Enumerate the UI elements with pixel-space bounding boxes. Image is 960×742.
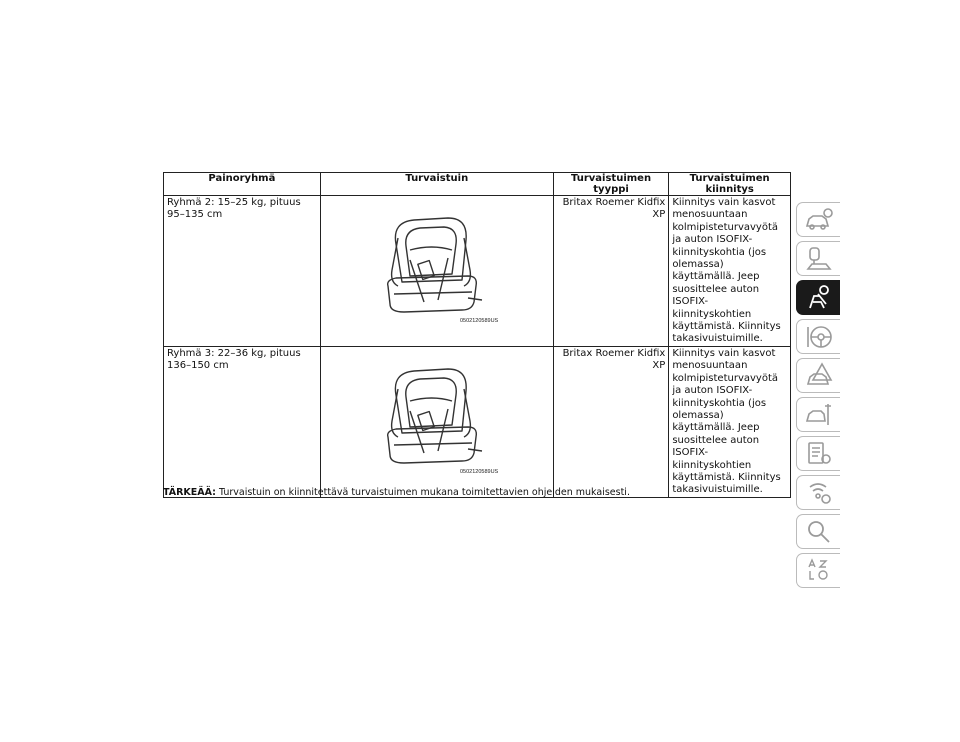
multimedia-icon bbox=[804, 479, 834, 506]
seat-type-cell: Britax Roemer Kidfix XP bbox=[553, 346, 669, 497]
tab-car-key[interactable] bbox=[796, 241, 840, 276]
header-child-seat: Turvaistuin bbox=[320, 173, 553, 196]
warning-light-icon bbox=[804, 362, 834, 389]
important-note-text: Turvaistuin on kiinnitettävä turvaistuimen mukana toimitettavien ohjeiden mukaisesti. bbox=[215, 487, 630, 498]
booster-seat-illustration bbox=[352, 361, 522, 479]
chapter-tabs bbox=[796, 202, 840, 592]
search-icon bbox=[804, 518, 834, 545]
seat-type-cell: Britax Roemer Kidfix XP bbox=[553, 196, 669, 347]
important-note bbox=[163, 487, 630, 498]
child-seat-image-cell bbox=[320, 346, 553, 497]
tab-car-info[interactable] bbox=[796, 202, 840, 237]
tab-multimedia[interactable] bbox=[796, 475, 840, 510]
tab-service[interactable] bbox=[796, 397, 840, 432]
header-weight-group: Painoryhmä bbox=[164, 173, 321, 196]
car-key-icon bbox=[804, 245, 834, 272]
seat-mounting-cell: Kiinnitys vain kasvot menosuuntaan kolmipisteturvavyötä ja auton ISOFIX-kiinnityskohtia (jos olemassa) käyttämällä. Jeep suosittelee auton ISOFIX-kiinnityskohtien käyttämistä. Kiinnitys takasivuistuimille. bbox=[669, 346, 791, 497]
maintenance-list-icon bbox=[804, 440, 834, 467]
child-seat-image-cell bbox=[320, 196, 553, 347]
tab-safety[interactable] bbox=[796, 280, 840, 315]
header-seat-type: Turvaistuimen tyyppi bbox=[553, 173, 669, 196]
table-row bbox=[164, 346, 791, 497]
svg-text:0502120589US: 0502120589US bbox=[459, 317, 499, 324]
important-note-label: TÄRKEÄÄ: bbox=[163, 487, 216, 498]
child-seat-table bbox=[163, 172, 791, 498]
tab-specifications[interactable] bbox=[796, 436, 840, 471]
tab-driving[interactable] bbox=[796, 319, 840, 354]
table-row bbox=[164, 196, 791, 347]
steering-wheel-icon bbox=[804, 323, 834, 350]
tab-search[interactable] bbox=[796, 514, 840, 549]
alphabetical-index-icon bbox=[804, 557, 834, 584]
weight-group-cell: Ryhmä 3: 22–36 kg, pituus 136–150 cm bbox=[164, 346, 321, 497]
car-info-icon bbox=[804, 206, 834, 233]
tab-index[interactable] bbox=[796, 553, 840, 588]
weight-group-cell: Ryhmä 2: 15–25 kg, pituus 95–135 cm bbox=[164, 196, 321, 347]
booster-seat-illustration bbox=[352, 210, 522, 328]
car-tools-icon bbox=[804, 401, 834, 428]
tab-emergency[interactable] bbox=[796, 358, 840, 393]
seat-mounting-cell: Kiinnitys vain kasvot menosuuntaan kolmipisteturvavyötä ja auton ISOFIX-kiinnityskohtia (jos olemassa) käyttämällä. Jeep suosittelee auton ISOFIX-kiinnityskohtien käyttämistä. Kiinnitys takasivuistuimille. bbox=[669, 196, 791, 347]
svg-text:0502120589US: 0502120589US bbox=[459, 468, 499, 475]
header-seat-mounting: Turvaistuimen kiinnitys bbox=[669, 173, 791, 196]
table-header-row bbox=[164, 173, 791, 196]
airbag-seat-icon bbox=[804, 284, 834, 311]
